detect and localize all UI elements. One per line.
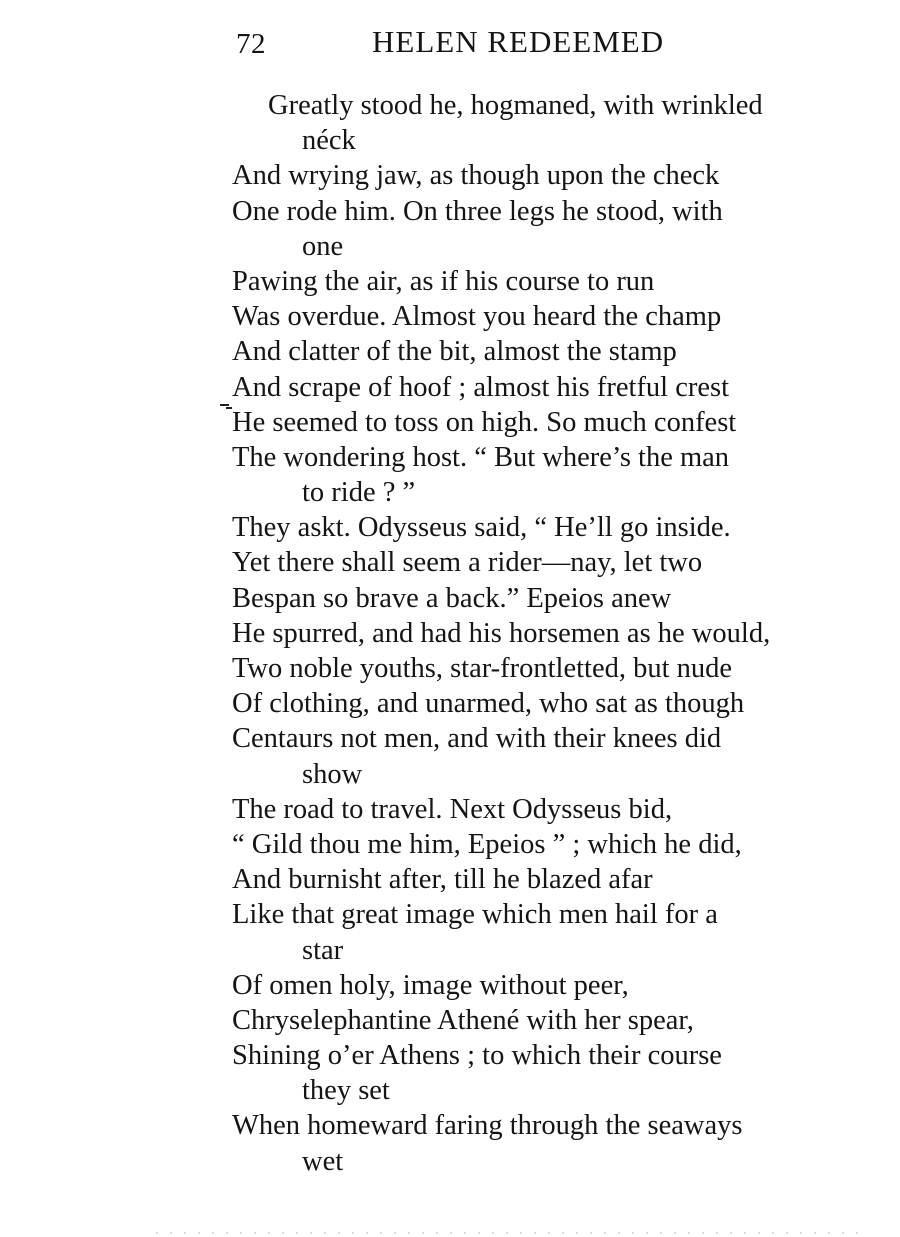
- poem-line-continuation: star: [302, 934, 344, 966]
- poem-line: Chryselephantine Athené with her spear,: [232, 1004, 694, 1036]
- poem-line-continuation: wet: [302, 1145, 344, 1177]
- poem-line: He seemed to toss on high. So much confest: [232, 406, 737, 438]
- poem-line: And clatter of the bit, almost the stamp: [232, 336, 677, 368]
- poem-line: Like that great image which men hail for a: [232, 899, 718, 931]
- poem-body: [232, 88, 872, 1179]
- page-number: 72: [236, 28, 266, 60]
- poem-line-continuation: to ride ? ”: [302, 477, 416, 509]
- poem-line: The wondering host. “ But where’s the man: [232, 441, 730, 473]
- poem-line: Pawing the air, as if his course to run: [232, 265, 655, 297]
- poem-line: The road to travel. Next Odysseus bid,: [232, 793, 673, 825]
- poem-line: Bespan so brave a back.” Epeios anew: [232, 582, 672, 614]
- scan-speck: [226, 407, 232, 409]
- poem-line: When homeward faring through the seaways: [232, 1110, 743, 1142]
- poem-line-continuation: néck: [302, 125, 356, 157]
- page-header: [0, 24, 900, 64]
- poem-line: And scrape of hoof ; almost his fretful crest: [232, 371, 730, 403]
- poem-line: One rode him. On three legs he stood, with: [232, 195, 723, 227]
- poem-line: Of omen holy, image without peer,: [232, 969, 629, 1001]
- poem-line: They askt. Odysseus said, “ He’ll go inside.: [232, 512, 731, 544]
- poem-line-continuation: they set: [302, 1075, 390, 1107]
- scan-speck: [220, 404, 229, 406]
- poem-line: Was overdue. Almost you heard the champ: [232, 301, 722, 333]
- poem-line: Centaurs not men, and with their knees did: [232, 723, 722, 755]
- poem-line: Greatly stood he, hogmaned, with wrinkled: [268, 90, 763, 121]
- poem-line: And wrying jaw, as though upon the check: [232, 160, 720, 192]
- poem-line: And burnisht after, till he blazed afar: [232, 864, 653, 896]
- poem-line-continuation: one: [302, 230, 344, 262]
- poem-line: Two noble youths, star-frontletted, but nude: [232, 653, 733, 684]
- poem-line: Yet there shall seem a rider—nay, let two: [232, 547, 703, 579]
- running-title: HELEN REDEEMED: [372, 24, 665, 59]
- poem-line: Of clothing, and unarmed, who sat as though: [232, 688, 745, 720]
- poem-line: Shining o’er Athens ; to which their course: [232, 1040, 722, 1072]
- poem-line: “ Gild thou me him, Epeios ” ; which he did,: [232, 828, 742, 860]
- poem-line-continuation: show: [302, 758, 363, 790]
- scan-dot-row: [150, 1232, 870, 1234]
- poem-line: He spurred, and had his horsemen as he would,: [232, 617, 771, 649]
